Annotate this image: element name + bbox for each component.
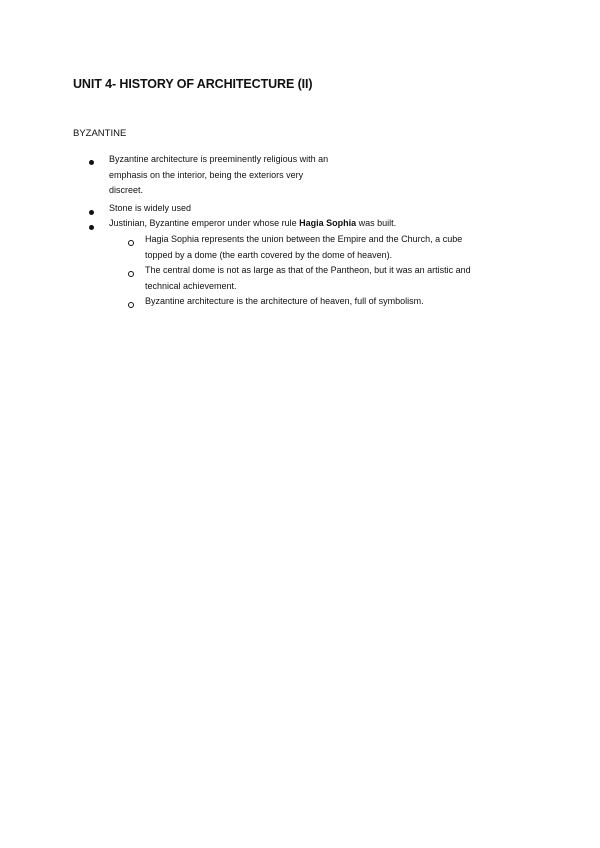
list-item-line: emphasis on the interior, being the exteriors very	[109, 169, 304, 180]
filled-circle-icon	[89, 210, 94, 215]
list-item-bold-text: Hagia Sophia	[299, 218, 357, 228]
filled-circle-icon	[89, 225, 94, 230]
hollow-circle-icon	[128, 271, 134, 277]
sub-list-item-line: technical achievement.	[145, 280, 237, 291]
subbullet-marker	[128, 298, 134, 314]
document-title: UNIT 4- HISTORY OF ARCHITECTURE (II)	[73, 77, 313, 91]
list-item	[109, 201, 191, 217]
list-item-line: Stone is widely used	[109, 203, 192, 213]
list-item	[109, 216, 396, 232]
sub-list-item-line: Hagia Sophia represents the union between the Empire and the Church, a cube	[145, 234, 463, 244]
subbullet-marker	[128, 236, 134, 252]
sub-list-item	[145, 263, 471, 294]
sub-list-item	[145, 232, 462, 263]
list-item	[109, 152, 328, 199]
filled-circle-icon	[89, 160, 94, 165]
bullet-marker	[89, 205, 94, 221]
hollow-circle-icon	[128, 302, 134, 308]
sub-list-item	[145, 294, 424, 310]
bullet-marker	[89, 155, 94, 171]
list-item-text: Justinian, Byzantine emperor under whose rule	[109, 218, 300, 228]
hollow-circle-icon	[128, 240, 134, 246]
bullet-marker	[89, 220, 94, 236]
list-item-line: discreet.	[109, 185, 144, 195]
sub-list-item-line: topped by a dome (the earth covered by the dome of heaven).	[145, 249, 393, 260]
sub-list-item-line: The central dome is not as large as that of the Pantheon, but it was an artistic and	[145, 265, 471, 275]
sub-list-item-line: Byzantine architecture is the architecture of heaven, full of symbolism.	[145, 296, 424, 306]
list-item-line: Byzantine architecture is preeminently religious with an	[109, 154, 329, 164]
section-heading: BYZANTINE	[73, 128, 127, 139]
list-item-text: was built.	[356, 218, 397, 228]
subbullet-marker	[128, 267, 134, 283]
